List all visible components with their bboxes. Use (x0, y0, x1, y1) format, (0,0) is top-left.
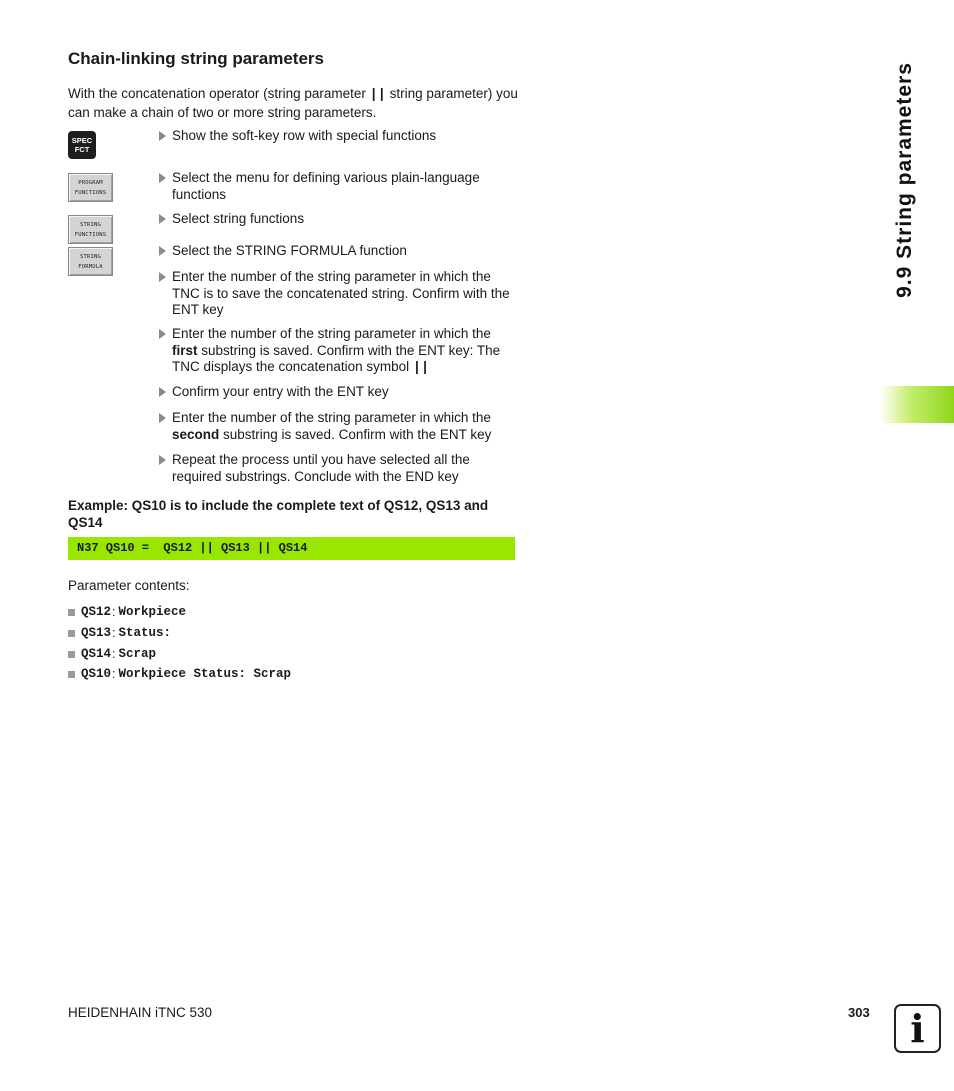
string-functions-softkey[interactable]: STRING FUNCTIONS (68, 215, 113, 244)
bullet-square-icon (68, 609, 75, 616)
bullet-square-icon (68, 630, 75, 637)
step-item: Show the soft-key row with special functions (158, 128, 532, 145)
list-item: QS13 : Status: (68, 626, 171, 640)
bullet-square-icon (68, 671, 75, 678)
arrow-right-icon (159, 455, 166, 465)
step-item: Repeat the process until you have selected all the required substrings. Conclude with the END key (158, 452, 517, 485)
section-title: Chain-linking string parameters (68, 49, 324, 68)
step-item: Select the STRING FORMULA function (158, 243, 532, 260)
code-block: N37 QS10 = QS12 || QS13 || QS14 (68, 537, 515, 560)
chapter-side-tab: 9.9 String parameters (893, 62, 917, 298)
list-item: QS12 : Workpiece (68, 605, 186, 619)
spec-fct-key[interactable]: SPEC FCT (68, 131, 96, 159)
step-item: Enter the number of the string parameter in which the TNC is to save the concatenated string. Confirm with the ENT key (158, 269, 517, 319)
arrow-right-icon (159, 272, 166, 282)
arrow-right-icon (159, 329, 166, 339)
step-item: Enter the number of the string parameter in which the second substring is saved. Confirm with the ENT key (158, 410, 517, 443)
arrow-right-icon (159, 387, 166, 397)
intro-paragraph: With the concatenation operator (string parameter || string parameter) you can make a chain of two or more string parameters. (68, 86, 518, 120)
chapter-marker (880, 386, 954, 423)
info-icon: i (894, 1004, 941, 1053)
bullet-square-icon (68, 651, 75, 658)
parameter-contents-label: Parameter contents: (68, 578, 190, 593)
list-item: QS14 : Scrap (68, 647, 156, 661)
list-item: QS10 : Workpiece Status: Scrap (68, 667, 291, 681)
arrow-right-icon (159, 246, 166, 256)
arrow-right-icon (159, 173, 166, 183)
arrow-right-icon (159, 131, 166, 141)
string-formula-softkey[interactable]: STRING FORMULA (68, 247, 113, 276)
example-heading: Example: QS10 is to include the complete text of QS12, QS13 and QS14 (68, 498, 489, 530)
program-functions-softkey[interactable]: PROGRAM FUNCTIONS (68, 173, 113, 202)
page-number: 303 (848, 1005, 870, 1020)
step-item: Confirm your entry with the ENT key (158, 384, 532, 401)
arrow-right-icon (159, 413, 166, 423)
step-item: Select the menu for defining various plain-language functions (158, 170, 532, 203)
step-item: Select string functions (158, 211, 532, 228)
footer-product: HEIDENHAIN iTNC 530 (68, 1005, 213, 1020)
arrow-right-icon (159, 214, 166, 224)
concat-operator: || (369, 88, 386, 103)
step-item: Enter the number of the string parameter in which the first substring is saved. Confirm with the ENT key: The TNC displays the concatenation symbol || (158, 326, 517, 378)
